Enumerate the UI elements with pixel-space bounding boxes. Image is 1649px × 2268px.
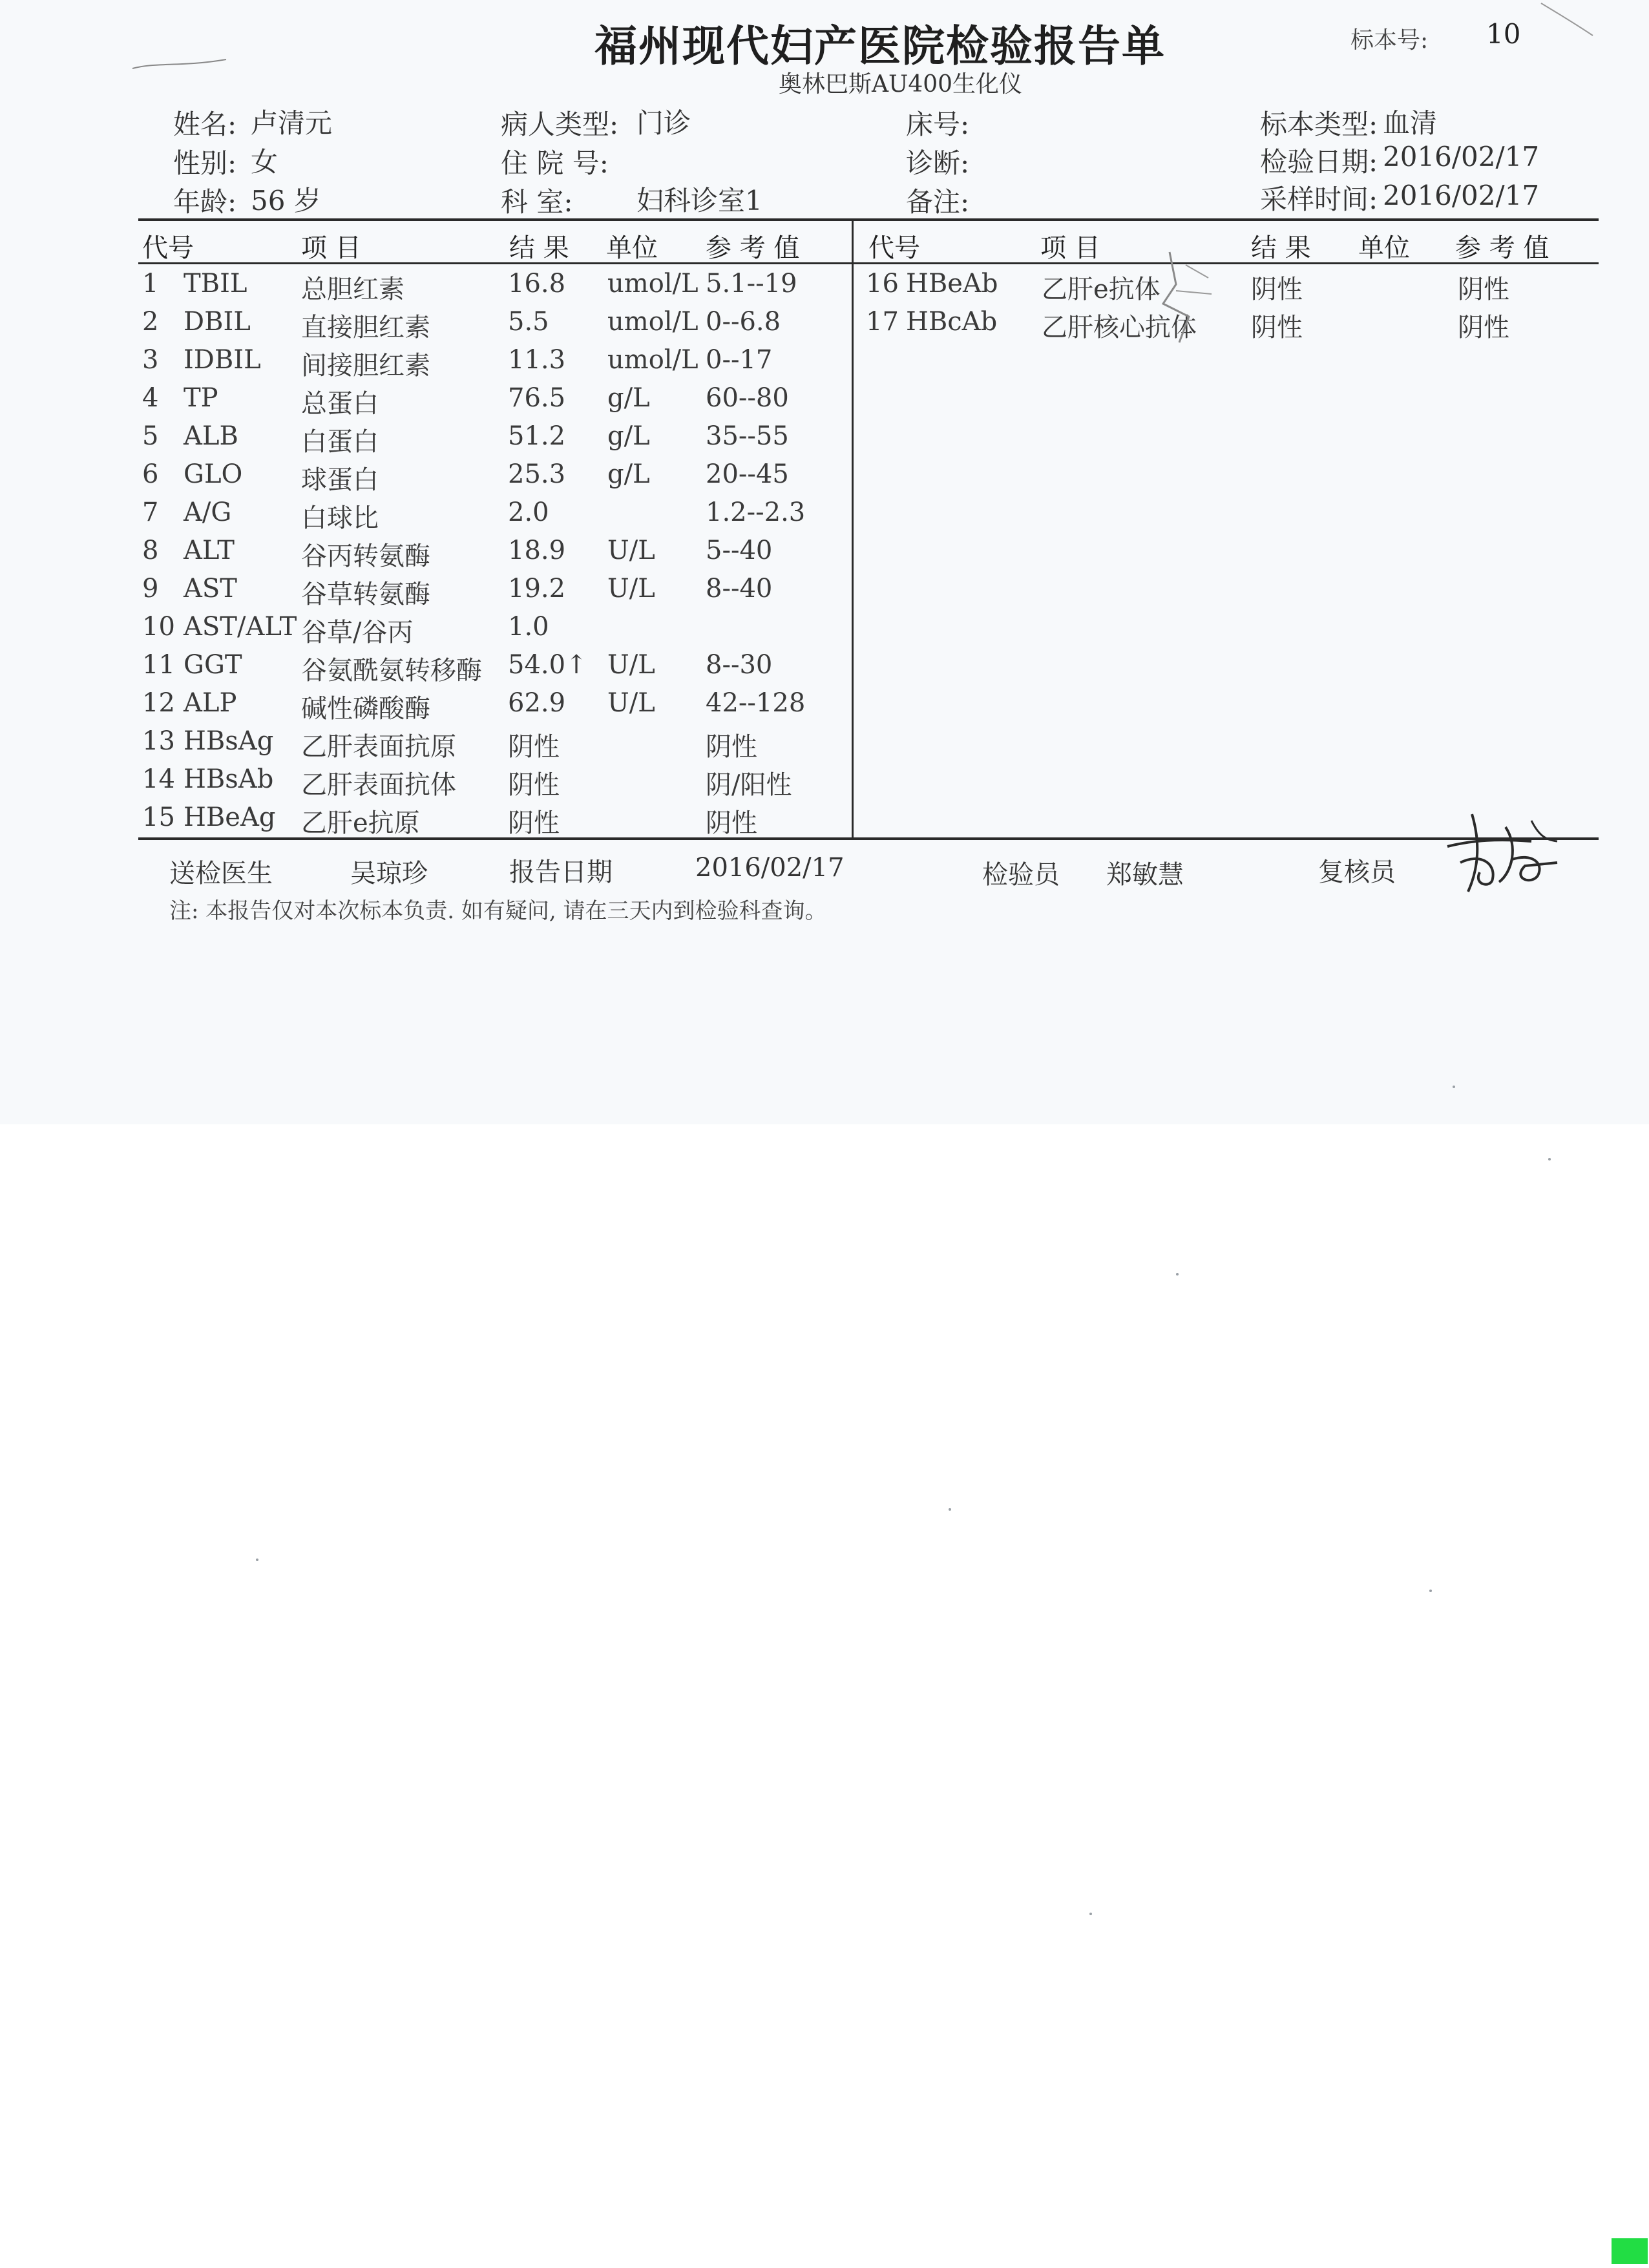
stray-pen-mark: [129, 54, 233, 74]
department-label: 科 室:: [501, 186, 573, 218]
row-reference: 8--40: [706, 574, 773, 604]
row-reference: 0--6.8: [706, 307, 781, 337]
row-reference: 8--30: [706, 650, 773, 680]
examiner-value: 郑敏慧: [1106, 860, 1184, 890]
patient-name-label: 姓名:: [173, 109, 237, 140]
row-result: 51.2: [508, 421, 566, 451]
report-date-label: 报告日期: [509, 857, 613, 887]
bed-label: 床号:: [906, 109, 970, 140]
row-result: 阴性: [508, 808, 560, 838]
row-reference: 阴/阳性: [706, 770, 792, 800]
row-code: HBeAb: [906, 269, 998, 299]
speck: [1453, 1086, 1455, 1088]
patient-gender-value: 女: [251, 146, 278, 178]
specimen-no-value: 10: [1486, 18, 1521, 50]
reviewer-label: 复核员: [1318, 857, 1396, 887]
row-reference: 5--40: [706, 536, 773, 565]
header-result-right: 结 果: [1251, 233, 1311, 263]
row-item-name: 直接胆红素: [301, 313, 430, 342]
test-date-value: 2016/02/17: [1383, 141, 1540, 173]
patient-name-value: 卢清元: [251, 107, 333, 139]
header-result-left: 结 果: [509, 233, 569, 263]
row-number: 16: [866, 269, 899, 299]
row-code: ALP: [184, 688, 237, 718]
header-unit-left: 单位: [606, 233, 658, 263]
patient-age-label: 年龄:: [173, 186, 237, 218]
row-item-name: 白球比: [301, 503, 379, 533]
row-number: 13: [142, 726, 175, 756]
row-code: DBIL: [184, 307, 251, 337]
reviewer-signature: [1434, 801, 1564, 898]
patient-type-label: 病人类型:: [501, 109, 619, 140]
row-unit: g/L: [607, 459, 650, 489]
row-code: GLO: [184, 459, 243, 489]
row-code: HBcAb: [906, 307, 998, 337]
row-item-name: 乙肝e抗体: [1042, 275, 1161, 304]
header-item-left: 项 目: [301, 233, 361, 263]
row-unit: U/L: [607, 574, 655, 604]
row-unit: g/L: [607, 421, 650, 451]
speck: [1089, 1913, 1092, 1915]
row-result: 2.0: [508, 498, 549, 527]
row-number: 15: [142, 803, 175, 832]
sample-time-value: 2016/02/17: [1383, 180, 1540, 211]
row-item-name: 碱性磷酸酶: [301, 694, 430, 724]
row-code: ALT: [184, 536, 235, 565]
row-result: 阴性: [508, 770, 560, 800]
row-reference: 1.2--2.3: [706, 498, 806, 527]
row-code: HBsAg: [184, 726, 274, 756]
speck: [1429, 1590, 1432, 1592]
row-result: 54.0↑: [508, 650, 587, 680]
row-code: AST: [184, 574, 237, 604]
row-result: 阴性: [1251, 275, 1303, 304]
row-code: AST/ALT: [184, 612, 297, 642]
row-reference: 20--45: [706, 459, 789, 489]
speck: [256, 1559, 258, 1561]
header-ref-left: 参 考 值: [706, 233, 800, 263]
row-item-name: 乙肝e抗原: [301, 808, 420, 838]
row-result: 阴性: [1251, 313, 1303, 342]
green-tag-mark: [1612, 2238, 1648, 2264]
speck: [949, 1508, 951, 1511]
row-number: 4: [142, 383, 159, 413]
row-result: 62.9: [508, 688, 566, 718]
row-code: TBIL: [184, 269, 247, 299]
row-reference: 60--80: [706, 383, 789, 413]
inpatient-no-label: 住 院 号:: [501, 147, 609, 179]
ink-smudge: [1150, 239, 1221, 355]
patient-age-value: 56 岁: [251, 185, 321, 216]
doctor-label: 送检医生: [169, 859, 273, 888]
row-number: 10: [142, 612, 175, 642]
row-number: 11: [142, 650, 175, 680]
speck: [1548, 1158, 1551, 1160]
row-code: GGT: [184, 650, 242, 680]
row-reference: 阴性: [1458, 313, 1509, 342]
row-number: 14: [142, 764, 175, 794]
row-number: 9: [142, 574, 159, 604]
row-unit: U/L: [607, 688, 655, 718]
row-item-name: 总蛋白: [301, 389, 379, 419]
row-result: 19.2: [508, 574, 566, 604]
row-code: TP: [184, 383, 218, 413]
row-result: 阴性: [508, 732, 560, 762]
row-number: 2: [142, 307, 159, 337]
specimen-type-label: 标本类型:: [1260, 109, 1378, 140]
row-code: HBeAg: [184, 803, 276, 832]
row-result: 5.5: [508, 307, 549, 337]
remark-label: 备注:: [906, 186, 970, 218]
row-item-name: 乙肝表面抗原: [301, 732, 456, 762]
row-number: 12: [142, 688, 175, 718]
row-number: 3: [142, 345, 159, 375]
row-item-name: 谷草/谷丙: [301, 618, 414, 647]
row-number: 7: [142, 498, 159, 527]
row-item-name: 谷草转氨酶: [301, 580, 430, 609]
row-code: A/G: [184, 498, 232, 527]
row-reference: 35--55: [706, 421, 789, 451]
row-unit: U/L: [607, 536, 655, 565]
patient-type-value: 门诊: [636, 107, 691, 139]
row-number: 8: [142, 536, 159, 565]
department-value: 妇科诊室1: [636, 185, 762, 216]
row-unit: umol/L: [607, 345, 698, 375]
row-number: 1: [142, 269, 159, 299]
row-number: 17: [866, 307, 899, 337]
row-number: 6: [142, 459, 159, 489]
test-date-label: 检验日期:: [1260, 146, 1378, 178]
report-date-value: 2016/02/17: [695, 853, 845, 883]
report-title: 福州现代妇产医院检验报告单: [594, 21, 1166, 71]
header-unit-right: 单位: [1358, 233, 1410, 263]
row-item-name: 乙肝核心抗体: [1042, 313, 1197, 342]
row-unit: g/L: [607, 383, 650, 413]
row-item-name: 白蛋白: [301, 427, 379, 457]
row-code: ALB: [184, 421, 238, 451]
corner-fold-mark: [1538, 0, 1596, 39]
row-unit: umol/L: [607, 269, 698, 299]
row-unit: umol/L: [607, 307, 698, 337]
row-item-name: 谷氨酰氨转移酶: [301, 656, 482, 686]
specimen-type-value: 血清: [1383, 107, 1438, 139]
row-reference: 42--128: [706, 688, 806, 718]
row-result: 1.0: [508, 612, 549, 642]
row-code: HBsAb: [184, 764, 274, 794]
table-column-divider: [852, 221, 854, 839]
row-reference: 0--17: [706, 345, 773, 375]
row-reference: 5.1--19: [706, 269, 797, 299]
row-item-name: 谷丙转氨酶: [301, 541, 430, 571]
row-item-name: 球蛋白: [301, 465, 379, 495]
instrument-name: 奥林巴斯AU400生化仪: [779, 71, 1023, 98]
sample-time-label: 采样时间:: [1260, 184, 1378, 215]
disclaimer-note: 注: 本报告仅对本次标本负责. 如有疑问, 请在三天内到检验科查询。: [169, 898, 827, 924]
row-reference: 阴性: [706, 808, 757, 838]
diagnosis-label: 诊断:: [906, 147, 970, 179]
row-reference: 阴性: [1458, 275, 1509, 304]
doctor-value: 吴琼珍: [350, 859, 428, 888]
speck: [1176, 1273, 1179, 1276]
row-result: 18.9: [508, 536, 566, 565]
header-ref-right: 参 考 值: [1455, 233, 1549, 263]
row-code: IDBIL: [184, 345, 261, 375]
row-reference: 阴性: [706, 732, 757, 762]
row-result: 76.5: [508, 383, 566, 413]
specimen-no-label: 标本号:: [1350, 27, 1429, 54]
table-top-rule: [138, 218, 1599, 221]
row-result: 25.3: [508, 459, 566, 489]
examiner-label: 检验员: [982, 860, 1060, 890]
header-item-right: 项 目: [1040, 233, 1100, 263]
header-code-left: 代号: [142, 233, 194, 263]
row-number: 5: [142, 421, 159, 451]
row-item-name: 间接胆红素: [301, 351, 430, 381]
row-item-name: 总胆红素: [301, 275, 404, 304]
patient-gender-label: 性别:: [173, 147, 237, 179]
row-result: 11.3: [508, 345, 566, 375]
row-result: 16.8: [508, 269, 566, 299]
row-item-name: 乙肝表面抗体: [301, 770, 456, 800]
row-unit: U/L: [607, 650, 655, 680]
header-code-right: 代号: [868, 233, 920, 263]
